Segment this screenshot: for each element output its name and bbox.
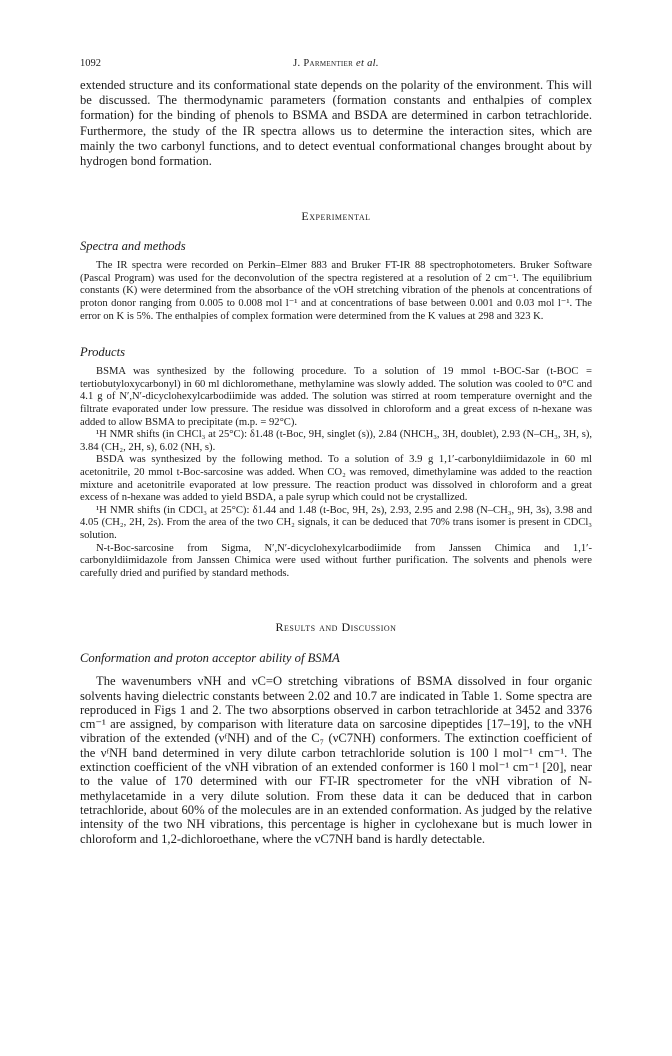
spectra-methods-heading: Spectra and methods — [80, 239, 186, 254]
running-head-etal: et al. — [356, 58, 379, 69]
running-head-author: J. Parmentier — [293, 58, 354, 69]
results-paragraph: The wavenumbers νNH and νC=O stretching vibrations of BSMA dissolved in four organic solvents having dielectric constants between 2.02 and 10.7 are indicated in Table 1. Some spectra are reproduced in Figs 1 and 2. The two absorptions observed in carbon tetrachloride at 3452 and 3376 cm⁻¹ are assigned, by comparison with literature data on sarcosine dipeptides [17–19], to the νNH vibration of the extended (νᶠNH) and of the C₇ (νC7NH) conformers. The extinction coefficient of the νᶠNH band determined in very dilute carbon tetrachloride solution is 100 l mol⁻¹ cm⁻¹. The extinction coefficient of the νNH vibration of an extended conformer is 160 l mol⁻¹ cm⁻¹ [20], near to the value of 170 determined with our FT-IR spectrometer for the νNH vibration of N-methylacetamide in a very dilute solution. From these data it can be deduced that in carbon tetrachloride, about 60% of the molecules are in an extended conformation. As judged by the relative intensity of the two NH vibrations, this percentage is higher in cyclohexane but is much lower in chloroform and 1,2-dichloroethane, where the νC7NH band is hardly detectable. — [80, 674, 592, 846]
running-head — [80, 58, 592, 69]
intro-paragraph: extended structure and its conformational state depends on the polarity of the environment. This will be discussed. The thermodynamic parameters (formation constants and enthalpies of complex formation) for the binding of phenols to BSMA and BSDA are determined in carbon tetrachloride. Furthermore, the study of the IR spectra allows us to determine the interaction sites, which are mainly the two carbonyl functions, and to detect eventual conformational changes brought about by hydrogen bond formation. — [80, 78, 592, 169]
page-header — [80, 58, 592, 78]
products-reagents: N-t-Boc-sarcosine from Sigma, N′,N′-dicyclohexylcarbodiimide from Janssen Chimica and 1,1′-carbonyldiimidazole from Janssen Chimica were used without further purification. The solvents and phenols were carefully dried and purified by standard methods. — [80, 542, 592, 579]
products-paragraph-bsma: BSMA was synthesized by the following procedure. To a solution of 19 mmol t-BOC-Sar (t-BOC = tertiobutyloxycarbonyl) in 60 ml dichloromethane, methylamine was slowly added. The solution was cooled to 0°C and 4.1 g of N′,N′-dicyclohexylcarbodiimide was added. The solution was stirred at room temperature overnight and the filtrate evaporated under low pressure. The residue was dissolved in chloroform and a great excess of n-hexane was added to allow BSMA to precipitate (m.p. = 92°C). — [80, 366, 592, 428]
experimental-heading: Experimental — [301, 209, 371, 224]
results-heading: Results and Discussion — [275, 620, 397, 635]
conformation-heading: Conformation and proton acceptor ability of BSMA — [80, 651, 340, 666]
page-number: 1092 — [80, 58, 101, 69]
products-heading: Products — [80, 345, 126, 360]
spectra-methods-paragraph: The IR spectra were recorded on Perkin–Elmer 883 and Bruker FT-IR 88 spectrophotometers. Bruker Software (Pascal Program) was used for the deconvolution of the spectra registered at a resolution of 2 cm⁻¹. The equilibrium constants (K) were determined from the absorbance of the νOH stretching vibration of the phenols at concentrations of proton donor ranging from 0.005 to 0.008 mol l⁻¹ and at concentrations of base between 0.001 and 0.03 mol l⁻¹. The error on K is 5%. The enthalpies of complex formation were determined from the K values at 298 and 323 K. — [80, 260, 592, 322]
products-paragraph-bsda: BSDA was synthesized by the following method. To a solution of 3.9 g 1,1′-carbonyldiimidazole in 60 ml acetonitrile, 20 mmol t-Boc-sarcosine was added. When CO₂ was removed, dimethylamine was added to the reaction mixture and acetonitrile evaporated at low pressure. The reaction product was dissolved in chloroform and a great excess of n-hexane was added to yield BSDA, a pale syrup which could not be crystallized. — [80, 454, 592, 504]
products-nmr-bsma: ¹H NMR shifts (in CHCl₃ at 25°C): δ1.48 (t-Boc, 9H, singlet (s)), 2.84 (NHCH₃, 3H, doublet), 2.93 (N–CH₃, 3H, s), 3.84 (CH₂, 2H, s), 6.02 (NH, s). — [80, 429, 592, 453]
products-nmr-bsda: ¹H NMR shifts (in CDCl₃ at 25°C): δ1.44 and 1.48 (t-Boc, 9H, 2s), 2.93, 2.95 and 2.98 (N–CH₃, 9H, 3s), 3.98 and 4.05 (CH₂, 2H, 2s). From the area of the two CH₂ signals, it can be deduced that 70% trans isomer is present in CDCl₃ solution. — [80, 504, 592, 541]
journal-page — [80, 58, 592, 846]
